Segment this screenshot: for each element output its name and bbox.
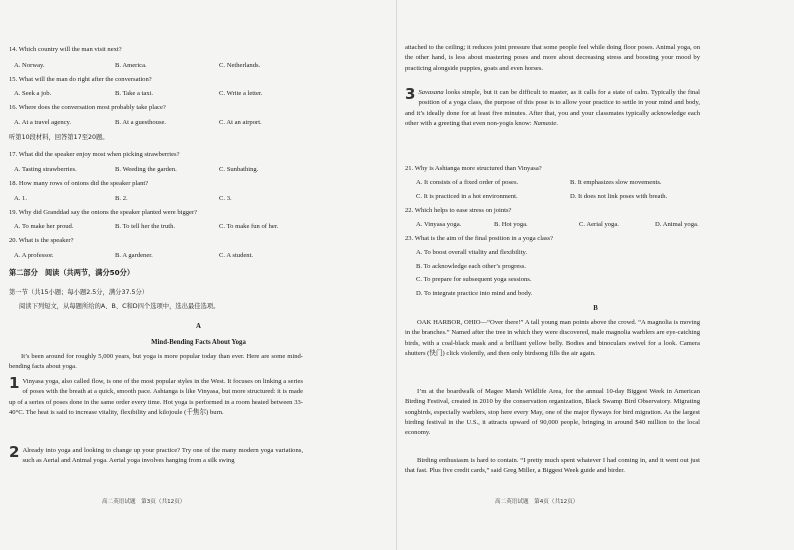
- q18-option-a: A. 1.: [14, 195, 28, 202]
- passage-b-para-3: Birding enthusiasm is hard to contain. “I pretty much spent whatever I had coming in, and it went out just that fast. Plus five credit cards,” said Greg Miller, a Biggest Week guide and birder.: [405, 457, 700, 475]
- fact-1: [9, 374, 303, 418]
- passage-b-letter: B: [593, 305, 598, 312]
- q18-stem: 18. How many rows of onions did the speaker plant?: [9, 180, 149, 187]
- fact-2-number: 2: [9, 443, 20, 461]
- q14-option-c: C. Netherlands.: [219, 62, 261, 69]
- q22-option-d: D. Animal yoga.: [655, 221, 699, 228]
- q21-option-b: B. It emphasizes slow movements.: [570, 179, 662, 186]
- q16-stem: 16. Where does the conversation most probably take place?: [9, 104, 166, 111]
- q17-option-a: A. Tasting strawberries.: [14, 166, 77, 173]
- fact-3-end: .: [556, 119, 558, 127]
- fact-3-number: 3: [405, 85, 416, 103]
- fact-1-number: 1: [9, 374, 20, 392]
- q23-option-d: D. To integrate practice into mind and body.: [416, 290, 533, 297]
- fact-1-text: Vinyasa yoga, also called flow, is one of the most popular styles in the West. It focuses on linking a series of poses with the breath at a quick, smooth pace. Ashtanga is like Vinyasa, but more structured: it is made up of a series of poses done in the same order every time. Hot yoga is performed in a room heated between 33-40°C. The heat is said to increase vitality, flexibility and kilojoule (千焦尔) burn.: [9, 378, 303, 416]
- passage-a-letter: A: [196, 323, 201, 330]
- q22-option-b: B. Hot yoga.: [494, 221, 528, 228]
- q15-option-a: A. Seek a job.: [14, 90, 52, 97]
- q15-option-b: B. Take a taxi.: [115, 90, 154, 97]
- fact-2: [9, 443, 303, 467]
- q20-stem: 20. What is the speaker?: [9, 237, 74, 244]
- q19-option-c: C. To make fun of her.: [219, 223, 279, 230]
- fact-3: [405, 85, 700, 129]
- fact-3-term-savasana: Savasana: [418, 89, 444, 96]
- left-page-footer: 高二英语试题 第3页（共12页）: [102, 499, 186, 505]
- q17-option-b: B. Weeding the garden.: [115, 166, 177, 173]
- q22-option-c: C. Aerial yoga.: [579, 221, 619, 228]
- passage-a-title: Mind-Bending Facts About Yoga: [151, 339, 246, 346]
- q23-option-c: C. To prepare for subsequent yoga sessions.: [416, 276, 532, 283]
- passage-a-intro: It’s been around for roughly 5,000 years, but yoga is more popular today than ever. Here are some mind-bending facts about yoga.: [9, 353, 303, 371]
- part-two-title: 第二部分 阅读（共两节，满分50分）: [9, 268, 135, 277]
- q17-option-c: C. Sunbathing.: [219, 166, 259, 173]
- q23-stem: 23. What is the aim of the final position in a yoga class?: [405, 235, 554, 242]
- q15-stem: 15. What will the man do right after the conversation?: [9, 76, 152, 83]
- fact-3-text: looks simple, but it can be difficult to master, as it calls for a state of calm. Typically the final position of a yoga class, the purpose of this pose is to allow your practice to settle in your mind and body, and it’s ideally done for at least five minutes. After that, you and your classmates typically acknowledge each other with a greeting that even non-yogis know:: [405, 89, 700, 127]
- section-instruction: 阅读下列短文，从每题所给的A、B、C和D四个选项中，选出最佳选项。: [19, 303, 220, 310]
- right-page: [397, 0, 794, 550]
- q14-stem: 14. Which country will the man visit next?: [9, 46, 122, 53]
- q18-option-c: C. 3.: [219, 195, 232, 202]
- q22-option-a: A. Vinyasa yoga.: [416, 221, 462, 228]
- q23-option-a: A. To boost overall vitality and flexibility.: [416, 249, 528, 256]
- q15-option-c: C. Write a letter.: [219, 90, 263, 97]
- q21-option-a: A. It consists of a fixed order of poses.: [416, 179, 519, 186]
- q14-option-b: B. America.: [115, 62, 147, 69]
- q21-stem: 21. Why is Ashtanga more structured than Vinyasa?: [405, 165, 542, 172]
- q20-option-c: C. A student.: [219, 252, 254, 259]
- passage-b-para-2: I’m at the boardwalk of Magee Marsh Wildlife Area, for the annual 10-day Biggest Week in American Birding Festival, created in 2010 by the conservation organization, Black Swamp Bird Observatory. Migrating songbirds, especially warblers, stop here every May, one of the major flyways for bird migration. As the largest birding festival in the U.S., it attracts upward of 90,000 people, bringing in around $40 million to the local economy.: [405, 388, 700, 437]
- q16-option-b: B. At a guesthouse.: [115, 119, 167, 126]
- fact-2-text: Already into yoga and looking to change up your practice? Try one of the many modern yoga variations, such as Aerial and Animal yoga. Aerial yoga involves hanging from a silk swing: [22, 447, 303, 465]
- q19-option-a: A. To make her proud.: [14, 223, 74, 230]
- q20-option-a: A. A professor.: [14, 252, 54, 259]
- q19-stem: 19. Why did Granddad say the onions the speaker planted were bigger?: [9, 209, 198, 216]
- passage-b-para-1: OAK HARBOR, OHIO—“Over there!” A tall young man points above the crowd. “A magnolia is moving in the branches.” Named after the tree in which they were discovered, male magnolia warblers are eye-catching birds, with a coal-black mask and a brilliant yellow belly. Bodies and binoculars swivel for a look. Camera shutters (快门) click violently, and then only birdsong fills the air again.: [405, 319, 700, 357]
- q22-stem: 22. Which helps to ease stress on joints?: [405, 207, 512, 214]
- fact-3-term-namaste: Namaste: [533, 119, 557, 127]
- q16-option-a: A. At a travel agency.: [14, 119, 72, 126]
- q19-option-b: B. To tell her the truth.: [115, 223, 176, 230]
- q21-option-c: C. It is practiced in a hot environment.: [416, 193, 518, 200]
- q14-option-a: A. Norway.: [14, 62, 45, 69]
- passage-a-continued: attached to the ceiling; it reduces joint pressure that some people feel while doing floor poses. Animal yoga, on the other hand, is less about mastering poses and more about decreasing stress and boosting your mood by practicing alongside puppies, goats and even horses.: [405, 44, 700, 72]
- q23-option-b: B. To acknowledge each other’s progress.: [416, 263, 527, 270]
- right-page-footer: 高二英语试题 第4页（共12页）: [495, 499, 579, 505]
- listening-instruction: 听第10段材料，回答第17至20题。: [9, 134, 109, 141]
- q16-option-c: C. At an airport.: [219, 119, 262, 126]
- q18-option-b: B. 2.: [115, 195, 128, 202]
- q20-option-b: B. A gardener.: [115, 252, 153, 259]
- q21-option-d: D. It does not link poses with breath.: [570, 193, 668, 200]
- q17-stem: 17. What did the speaker enjoy most when picking strawberries?: [9, 151, 180, 158]
- section-one-title: 第一节（共15小题；每小题2.5分，满分37.5分）: [9, 289, 149, 296]
